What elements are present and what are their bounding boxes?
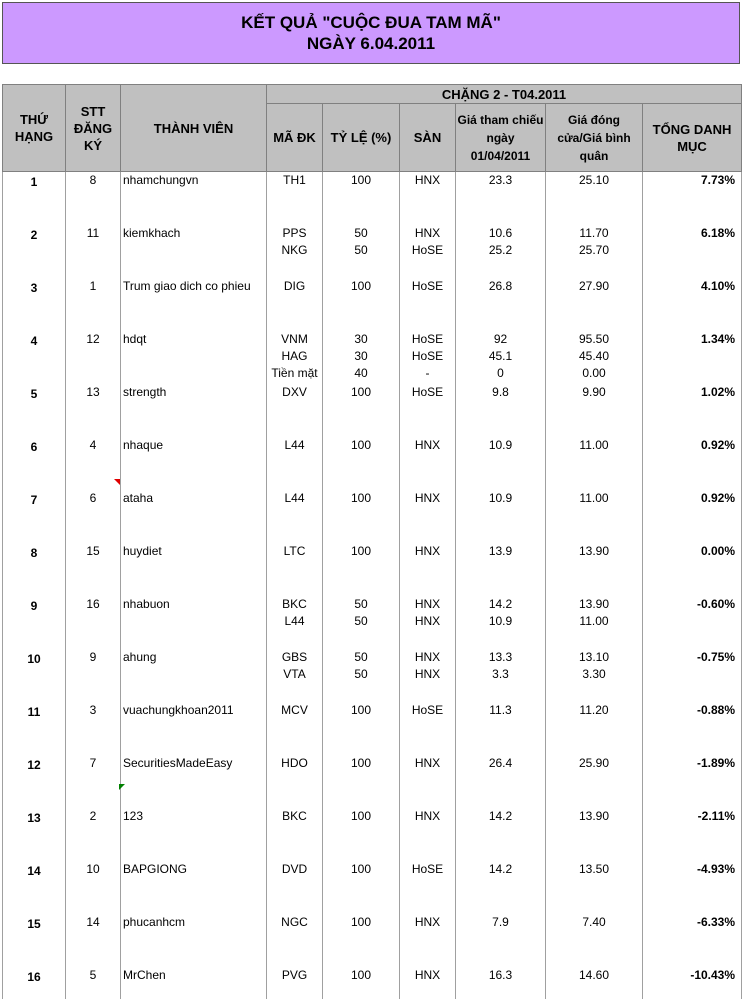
cell-ratio-line: 100 xyxy=(323,437,399,454)
table-row xyxy=(3,967,742,999)
cell-ref-price-line: 45.1 xyxy=(456,348,545,365)
table-row xyxy=(3,490,742,543)
results-body xyxy=(3,172,742,999)
cell-ref-price-line: 9.8 xyxy=(456,384,545,401)
cell-close-price-line: 13.50 xyxy=(546,861,642,878)
cell-code-line: PVG xyxy=(267,967,322,984)
cell-code-line: LTC xyxy=(267,543,322,560)
cell-ratio xyxy=(323,808,400,861)
cell-ratio-line: 100 xyxy=(323,278,399,295)
cell-ratio-line: 100 xyxy=(323,702,399,719)
cell-code-line: L44 xyxy=(267,490,322,507)
cell-rank: 6 xyxy=(3,437,66,490)
cell-ratio-line: 50 xyxy=(323,225,399,242)
cell-ref-price-line: 11.3 xyxy=(456,702,545,719)
cell-member: huydiet xyxy=(121,543,267,596)
cell-total: -4.93% xyxy=(643,861,742,914)
cell-member: ahung xyxy=(121,649,267,702)
header-leg: CHẶNG 2 - T04.2011 xyxy=(267,85,742,104)
cell-ref-price xyxy=(456,649,546,702)
cell-stt: 9 xyxy=(66,649,121,702)
cell-close-price-line: 11.00 xyxy=(546,490,642,507)
table-row xyxy=(3,331,742,384)
cell-total: -0.60% xyxy=(643,596,742,649)
cell-ratio xyxy=(323,384,400,437)
cell-code xyxy=(267,861,323,914)
cell-exchange xyxy=(400,490,456,543)
cell-ref-price-line: 16.3 xyxy=(456,967,545,984)
cell-exchange-line: - xyxy=(400,365,455,382)
cell-ratio xyxy=(323,331,400,384)
cell-exchange xyxy=(400,278,456,331)
cell-rank: 2 xyxy=(3,225,66,278)
cell-ref-price-line: 7.9 xyxy=(456,914,545,931)
cell-rank: 1 xyxy=(3,172,66,226)
cell-code xyxy=(267,225,323,278)
cell-code xyxy=(267,755,323,808)
cell-member: BAPGIONG xyxy=(121,861,267,914)
cell-close-price xyxy=(546,384,643,437)
cell-rank: 14 xyxy=(3,861,66,914)
cell-member: nhaque xyxy=(121,437,267,490)
cell-close-price xyxy=(546,331,643,384)
title-line-2: NGÀY 6.04.2011 xyxy=(3,33,739,54)
cell-code xyxy=(267,914,323,967)
cell-rank: 7 xyxy=(3,490,66,543)
cell-exchange-line: HNX xyxy=(400,596,455,613)
cell-rank: 3 xyxy=(3,278,66,331)
cell-ref-price xyxy=(456,967,546,999)
cell-exchange xyxy=(400,172,456,226)
cell-rank: 15 xyxy=(3,914,66,967)
cell-ratio xyxy=(323,914,400,967)
cell-ratio-line: 100 xyxy=(323,543,399,560)
cell-close-price xyxy=(546,596,643,649)
cell-code-line: PPS xyxy=(267,225,322,242)
cell-close-price xyxy=(546,490,643,543)
cell-code-line: Tiền mặt xyxy=(267,365,322,382)
cell-exchange-line: HoSE xyxy=(400,702,455,719)
cell-ratio-line: 50 xyxy=(323,649,399,666)
cell-exchange-line: HNX xyxy=(400,172,455,189)
cell-member: SecuritiesMadeEasy xyxy=(121,755,267,808)
cell-code xyxy=(267,437,323,490)
cell-ref-price-line: 10.9 xyxy=(456,490,545,507)
cell-ref-price-line: 3.3 xyxy=(456,666,545,683)
cell-close-price-line: 11.00 xyxy=(546,613,642,630)
cell-close-price-line: 13.90 xyxy=(546,543,642,560)
title-line-1: KẾT QUẢ "CUỘC ĐUA TAM MÃ" xyxy=(3,12,739,33)
cell-code xyxy=(267,649,323,702)
cell-stt: 14 xyxy=(66,914,121,967)
cell-code xyxy=(267,596,323,649)
cell-code xyxy=(267,384,323,437)
cell-total: -2.11% xyxy=(643,808,742,861)
cell-rank: 8 xyxy=(3,543,66,596)
cell-member: nhabuon xyxy=(121,596,267,649)
cell-exchange xyxy=(400,967,456,999)
cell-stt: 1 xyxy=(66,278,121,331)
cell-total: 0.92% xyxy=(643,437,742,490)
cell-member: ataha xyxy=(121,490,267,543)
cell-total: 7.73% xyxy=(643,172,742,226)
cell-exchange-line: HNX xyxy=(400,666,455,683)
cell-exchange-line: HNX xyxy=(400,649,455,666)
cell-exchange-line: HoSE xyxy=(400,384,455,401)
cell-code xyxy=(267,490,323,543)
cell-exchange-line: HoSE xyxy=(400,242,455,259)
cell-exchange xyxy=(400,331,456,384)
cell-close-price-line: 95.50 xyxy=(546,331,642,348)
cell-ref-price-line: 10.6 xyxy=(456,225,545,242)
cell-ref-price xyxy=(456,861,546,914)
cell-ratio-line: 50 xyxy=(323,242,399,259)
cell-member: 123 xyxy=(121,808,267,861)
cell-close-price-line: 11.20 xyxy=(546,702,642,719)
cell-ratio xyxy=(323,967,400,999)
cell-code-line: BKC xyxy=(267,808,322,825)
cell-total: 1.34% xyxy=(643,331,742,384)
cell-code-line: L44 xyxy=(267,613,322,630)
cell-ref-price-line: 0 xyxy=(456,365,545,382)
table-row xyxy=(3,172,742,226)
cell-ref-price xyxy=(456,543,546,596)
cell-ref-price xyxy=(456,596,546,649)
cell-exchange xyxy=(400,437,456,490)
cell-close-price xyxy=(546,702,643,755)
cell-code-line: DXV xyxy=(267,384,322,401)
cell-code xyxy=(267,543,323,596)
results-table xyxy=(2,84,742,999)
cell-stt: 8 xyxy=(66,172,121,226)
header-member: THÀNH VIÊN xyxy=(121,85,267,172)
cell-close-price xyxy=(546,278,643,331)
cell-code xyxy=(267,967,323,999)
cell-rank: 12 xyxy=(3,755,66,808)
cell-close-price-line: 11.00 xyxy=(546,437,642,454)
cell-rank: 9 xyxy=(3,596,66,649)
cell-code xyxy=(267,808,323,861)
header-code: MÃ ĐK xyxy=(267,104,323,172)
cell-stt: 7 xyxy=(66,755,121,808)
cell-close-price-line: 13.90 xyxy=(546,808,642,825)
cell-ref-price-line: 10.9 xyxy=(456,437,545,454)
cell-stt: 6 xyxy=(66,490,121,543)
cell-code xyxy=(267,278,323,331)
cell-code xyxy=(267,702,323,755)
cell-total: -1.89% xyxy=(643,755,742,808)
cell-stt: 10 xyxy=(66,861,121,914)
cell-stt: 13 xyxy=(66,384,121,437)
cell-stt: 16 xyxy=(66,596,121,649)
cell-close-price-line: 25.10 xyxy=(546,172,642,189)
cell-ref-price-line: 23.3 xyxy=(456,172,545,189)
cell-close-price xyxy=(546,861,643,914)
cell-total: -0.75% xyxy=(643,649,742,702)
cell-stt: 11 xyxy=(66,225,121,278)
table-row xyxy=(3,755,742,808)
cell-ref-price-line: 13.9 xyxy=(456,543,545,560)
cell-close-price xyxy=(546,649,643,702)
cell-ref-price xyxy=(456,808,546,861)
cell-ref-price xyxy=(456,914,546,967)
cell-exchange xyxy=(400,861,456,914)
cell-code xyxy=(267,172,323,226)
cell-ratio-line: 100 xyxy=(323,861,399,878)
cell-member: vuachungkhoan2011 xyxy=(121,702,267,755)
cell-close-price-line: 25.70 xyxy=(546,242,642,259)
report-title xyxy=(2,2,740,64)
cell-ref-price xyxy=(456,755,546,808)
comment-indicator-icon xyxy=(114,479,120,485)
cell-code-line: GBS xyxy=(267,649,322,666)
table-row xyxy=(3,596,742,649)
table-row xyxy=(3,702,742,755)
cell-stt: 2 xyxy=(66,808,121,861)
cell-total: 6.18% xyxy=(643,225,742,278)
table-row xyxy=(3,914,742,967)
cell-stt: 5 xyxy=(66,967,121,999)
cell-ratio xyxy=(323,649,400,702)
cell-ratio-line: 100 xyxy=(323,808,399,825)
cell-close-price xyxy=(546,755,643,808)
cell-exchange xyxy=(400,702,456,755)
cell-total: 4.10% xyxy=(643,278,742,331)
cell-exchange xyxy=(400,649,456,702)
table-row xyxy=(3,861,742,914)
cell-close-price xyxy=(546,225,643,278)
table-row xyxy=(3,384,742,437)
cell-ratio-line: 100 xyxy=(323,914,399,931)
cell-ratio-line: 100 xyxy=(323,384,399,401)
header-total: TỔNG DANH MỤC xyxy=(643,104,742,172)
cell-stt: 4 xyxy=(66,437,121,490)
cell-exchange-line: HoSE xyxy=(400,348,455,365)
cell-code-line: HDO xyxy=(267,755,322,772)
cell-total: 0.92% xyxy=(643,490,742,543)
cell-exchange xyxy=(400,914,456,967)
cell-ref-price-line: 26.4 xyxy=(456,755,545,772)
cell-member: strength xyxy=(121,384,267,437)
cell-rank: 10 xyxy=(3,649,66,702)
table-row xyxy=(3,278,742,331)
header-ratio: TỶ LỆ (%) xyxy=(323,104,400,172)
cell-ratio xyxy=(323,172,400,226)
cell-code xyxy=(267,331,323,384)
cell-exchange-line: HNX xyxy=(400,490,455,507)
cell-code-line: TH1 xyxy=(267,172,322,189)
cell-close-price xyxy=(546,967,643,999)
cell-ref-price-line: 13.3 xyxy=(456,649,545,666)
cell-ref-price xyxy=(456,278,546,331)
cell-member: hdqt xyxy=(121,331,267,384)
cell-ratio xyxy=(323,861,400,914)
table-row xyxy=(3,808,742,861)
cell-exchange-line: HoSE xyxy=(400,861,455,878)
cell-exchange-line: HNX xyxy=(400,225,455,242)
cell-close-price xyxy=(546,437,643,490)
cell-ref-price xyxy=(456,384,546,437)
cell-close-price-line: 27.90 xyxy=(546,278,642,295)
cell-exchange-line: HNX xyxy=(400,613,455,630)
header-stt: STT ĐĂNG KÝ xyxy=(66,85,121,172)
header-rank: THỨ HẠNG xyxy=(3,85,66,172)
cell-close-price-line: 3.30 xyxy=(546,666,642,683)
cell-code-line: NGC xyxy=(267,914,322,931)
cell-rank: 11 xyxy=(3,702,66,755)
cell-ratio xyxy=(323,490,400,543)
cell-ratio-line: 40 xyxy=(323,365,399,382)
cell-stt: 12 xyxy=(66,331,121,384)
cell-rank: 16 xyxy=(3,967,66,999)
cell-ref-price-line: 26.8 xyxy=(456,278,545,295)
cell-close-price-line: 13.90 xyxy=(546,596,642,613)
cell-exchange-line: HNX xyxy=(400,543,455,560)
cell-exchange-line: HoSE xyxy=(400,331,455,348)
cell-ratio xyxy=(323,596,400,649)
header-exchange: SÀN xyxy=(400,104,456,172)
cell-close-price-line: 11.70 xyxy=(546,225,642,242)
cell-ref-price-line: 92 xyxy=(456,331,545,348)
cell-exchange xyxy=(400,596,456,649)
cell-close-price xyxy=(546,808,643,861)
cell-member: phucanhcm xyxy=(121,914,267,967)
cell-ref-price xyxy=(456,437,546,490)
cell-ref-price xyxy=(456,490,546,543)
cell-stt: 3 xyxy=(66,702,121,755)
cell-ratio xyxy=(323,702,400,755)
table-row xyxy=(3,225,742,278)
cell-ref-price xyxy=(456,331,546,384)
cell-total: 0.00% xyxy=(643,543,742,596)
cell-exchange xyxy=(400,755,456,808)
header-close-price: Giá đóng cửa/Giá bình quân xyxy=(546,104,643,172)
cell-ratio-line: 50 xyxy=(323,613,399,630)
cell-total: -0.88% xyxy=(643,702,742,755)
cell-ratio-line: 100 xyxy=(323,755,399,772)
cell-code-line: DIG xyxy=(267,278,322,295)
cell-ratio xyxy=(323,225,400,278)
error-indicator-icon xyxy=(119,784,125,790)
cell-exchange xyxy=(400,808,456,861)
table-row xyxy=(3,543,742,596)
cell-exchange xyxy=(400,384,456,437)
cell-code-line: HAG xyxy=(267,348,322,365)
cell-member: nhamchungvn xyxy=(121,172,267,226)
cell-exchange-line: HoSE xyxy=(400,278,455,295)
cell-close-price-line: 0.00 xyxy=(546,365,642,382)
cell-ratio-line: 100 xyxy=(323,490,399,507)
cell-code-line: NKG xyxy=(267,242,322,259)
cell-ratio-line: 100 xyxy=(323,172,399,189)
table-row xyxy=(3,649,742,702)
cell-code-line: BKC xyxy=(267,596,322,613)
cell-ratio-line: 30 xyxy=(323,348,399,365)
cell-rank: 4 xyxy=(3,331,66,384)
cell-ratio xyxy=(323,755,400,808)
cell-ref-price-line: 14.2 xyxy=(456,861,545,878)
cell-ref-price-line: 14.2 xyxy=(456,596,545,613)
cell-member: kiemkhach xyxy=(121,225,267,278)
cell-close-price-line: 13.10 xyxy=(546,649,642,666)
cell-ratio-line: 30 xyxy=(323,331,399,348)
cell-close-price xyxy=(546,543,643,596)
cell-code-line: VTA xyxy=(267,666,322,683)
cell-exchange xyxy=(400,543,456,596)
cell-ratio-line: 50 xyxy=(323,666,399,683)
cell-total: -10.43% xyxy=(643,967,742,999)
cell-ratio xyxy=(323,543,400,596)
cell-close-price-line: 7.40 xyxy=(546,914,642,931)
cell-close-price-line: 14.60 xyxy=(546,967,642,984)
cell-code-line: VNM xyxy=(267,331,322,348)
cell-close-price xyxy=(546,914,643,967)
cell-exchange-line: HNX xyxy=(400,914,455,931)
cell-code-line: L44 xyxy=(267,437,322,454)
cell-close-price-line: 45.40 xyxy=(546,348,642,365)
cell-member: MrChen xyxy=(121,967,267,999)
cell-code-line: DVD xyxy=(267,861,322,878)
cell-stt: 15 xyxy=(66,543,121,596)
cell-ratio-line: 100 xyxy=(323,967,399,984)
cell-close-price-line: 25.90 xyxy=(546,755,642,772)
cell-ratio xyxy=(323,278,400,331)
cell-total: -6.33% xyxy=(643,914,742,967)
cell-exchange-line: HNX xyxy=(400,755,455,772)
cell-rank: 5 xyxy=(3,384,66,437)
cell-exchange-line: HNX xyxy=(400,808,455,825)
cell-ref-price xyxy=(456,702,546,755)
cell-ref-price xyxy=(456,172,546,226)
cell-close-price xyxy=(546,172,643,226)
cell-rank: 13 xyxy=(3,808,66,861)
cell-ref-price-line: 25.2 xyxy=(456,242,545,259)
cell-member: Trum giao dich co phieu xyxy=(121,278,267,331)
cell-total: 1.02% xyxy=(643,384,742,437)
cell-ratio-line: 50 xyxy=(323,596,399,613)
cell-ratio xyxy=(323,437,400,490)
cell-ref-price-line: 14.2 xyxy=(456,808,545,825)
cell-code-line: MCV xyxy=(267,702,322,719)
cell-exchange-line: HNX xyxy=(400,967,455,984)
cell-close-price-line: 9.90 xyxy=(546,384,642,401)
cell-exchange-line: HNX xyxy=(400,437,455,454)
header-ref-price: Giá tham chiếu ngày 01/04/2011 xyxy=(456,104,546,172)
cell-ref-price xyxy=(456,225,546,278)
cell-exchange xyxy=(400,225,456,278)
cell-ref-price-line: 10.9 xyxy=(456,613,545,630)
